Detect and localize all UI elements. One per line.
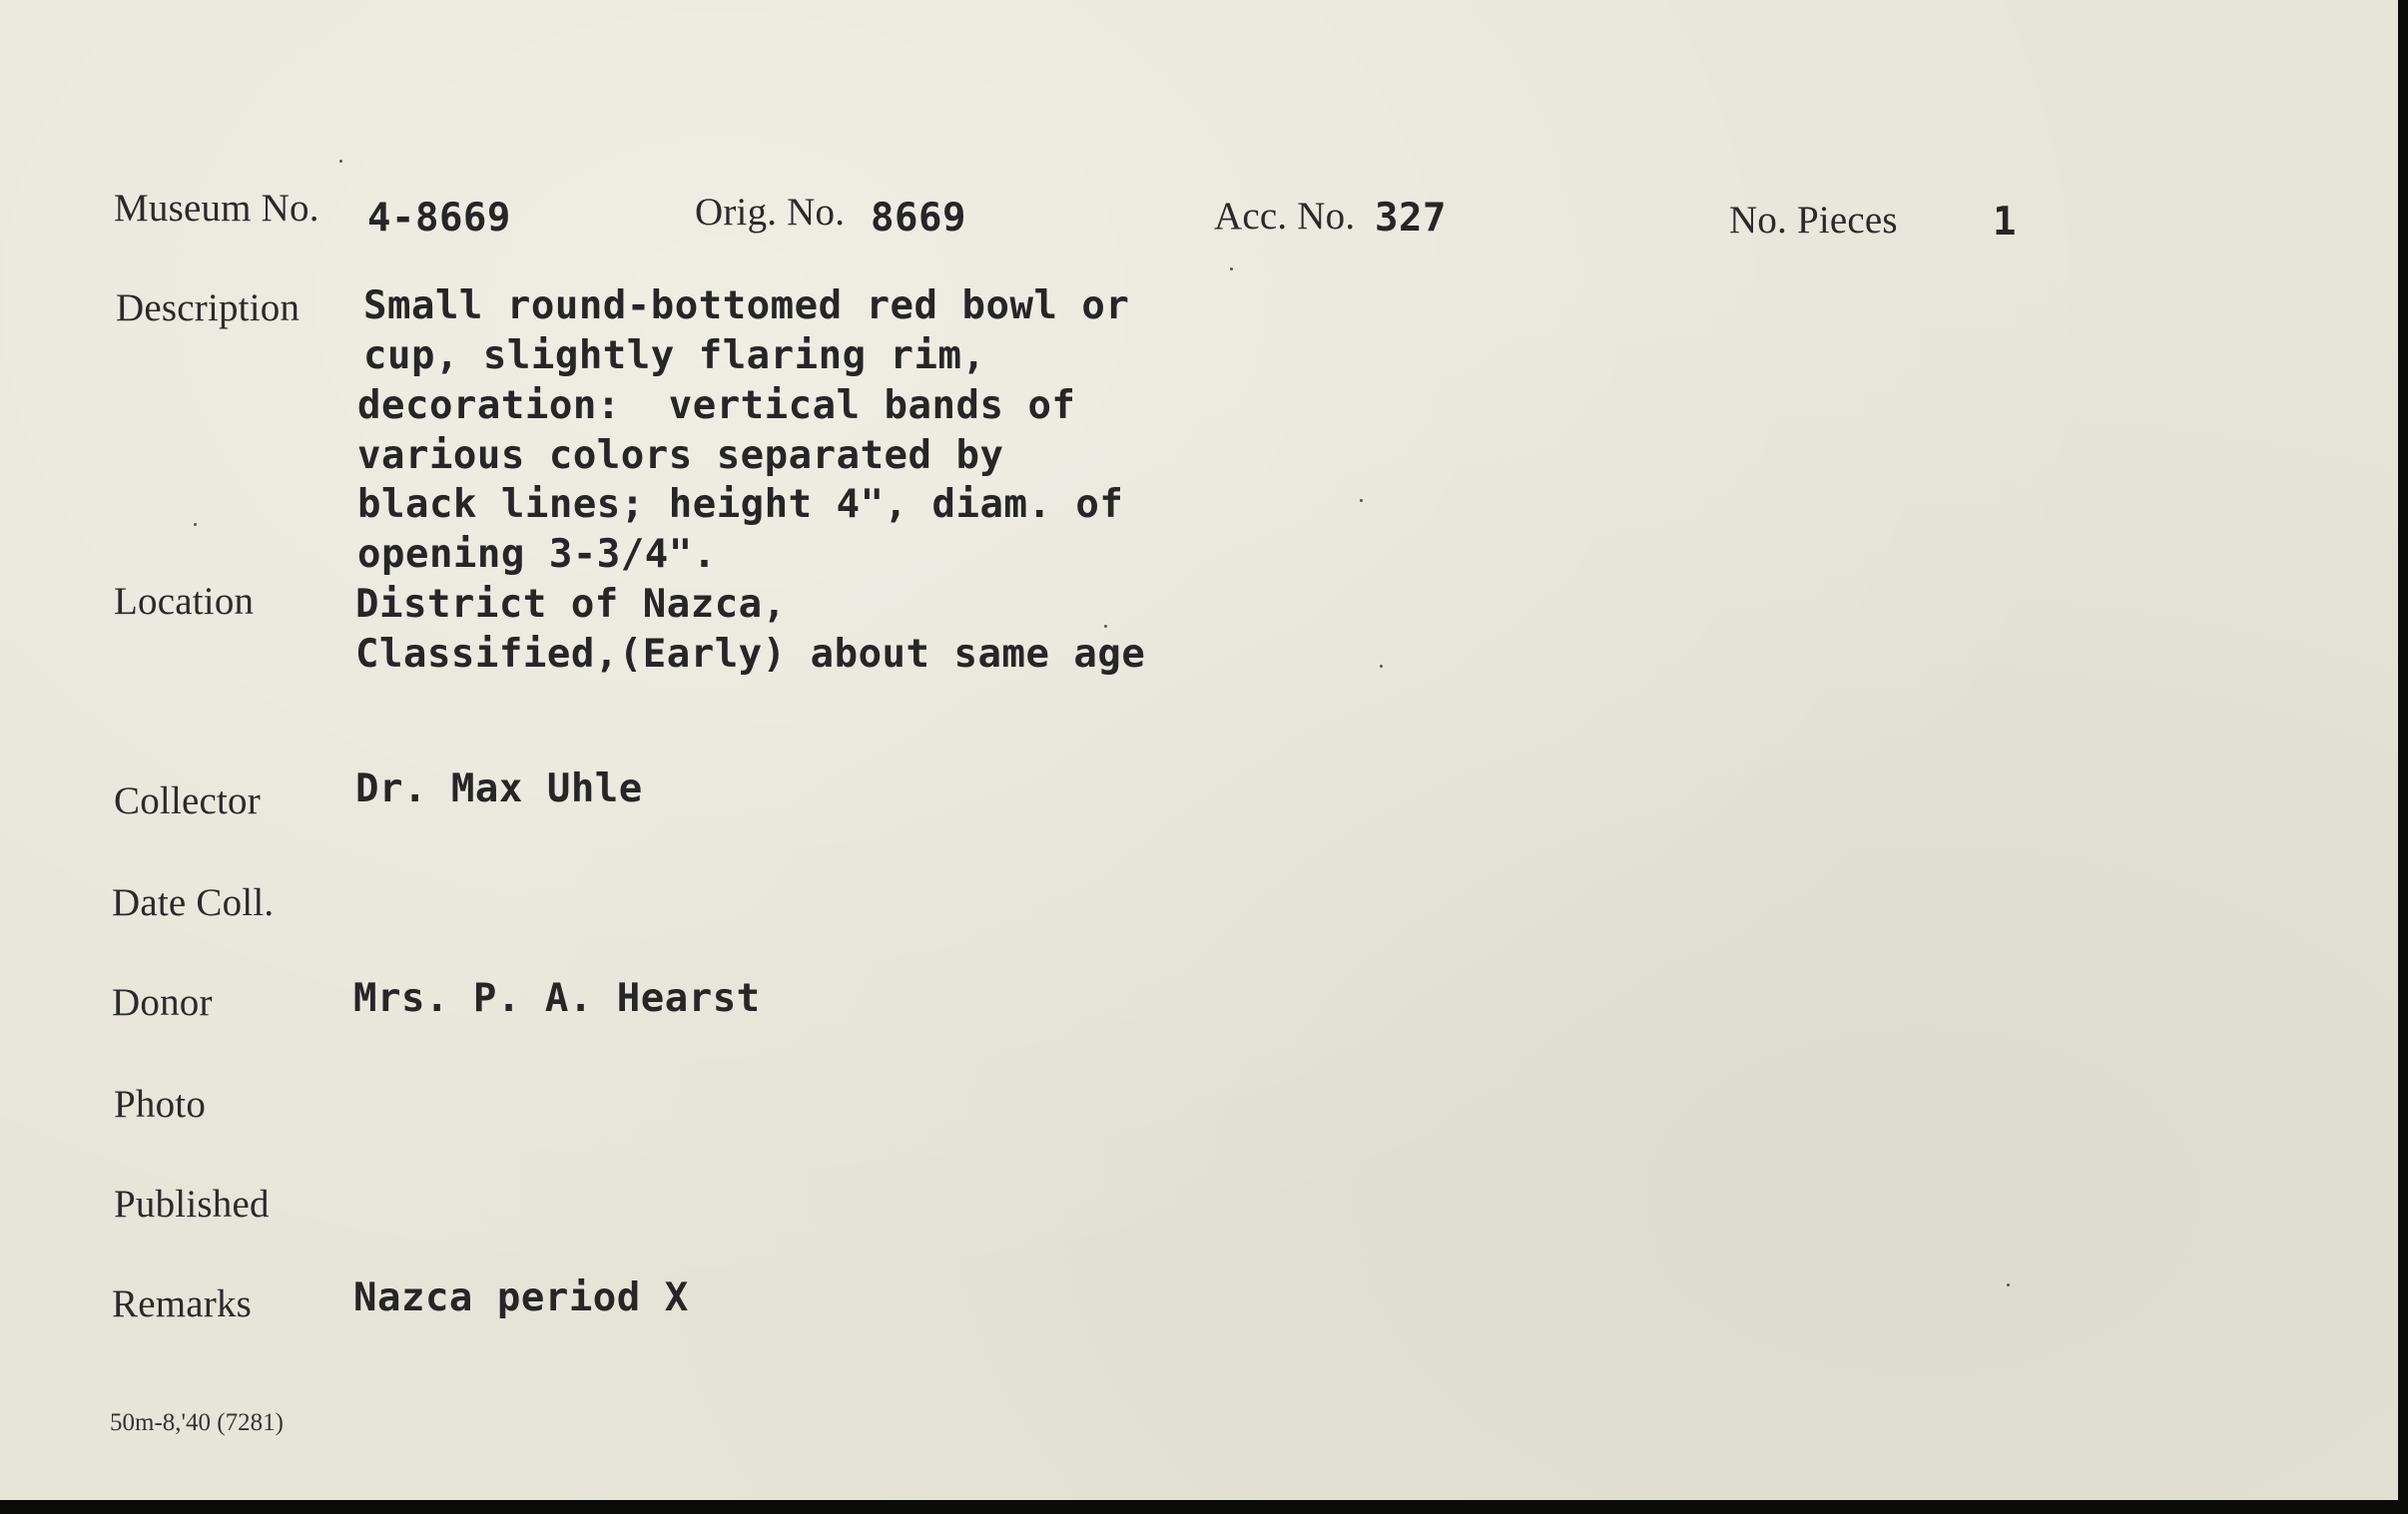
- paper-speck: [2007, 1283, 2010, 1286]
- description-line: cup, slightly flaring rim,: [363, 333, 986, 378]
- scan-border-bottom: [0, 1500, 2408, 1514]
- location-label: Location: [114, 580, 255, 623]
- donor-label: Donor: [112, 981, 213, 1024]
- description-line: black lines; height 4", diam. of: [357, 482, 1124, 527]
- description-line: opening 3-3/4".: [357, 532, 717, 577]
- published-label: Published: [114, 1183, 270, 1226]
- orig-no-label: Orig. No.: [695, 191, 846, 234]
- remarks-label: Remarks: [112, 1282, 253, 1325]
- description-line: various colors separated by: [357, 433, 1004, 478]
- location-line: Classified,(Early) about same age: [355, 632, 1146, 677]
- museum-no-value: 4-8669: [367, 196, 511, 241]
- description-line: Small round-bottomed red bowl or: [363, 283, 1130, 328]
- print-code: 50m-8,'40 (7281): [110, 1409, 284, 1436]
- paper-speck: [1230, 267, 1233, 270]
- scan-border-right: [2398, 0, 2408, 1514]
- description-label: Description: [116, 286, 301, 329]
- collector-value: Dr. Max Uhle: [355, 766, 643, 811]
- location-line: District of Nazca,: [355, 582, 787, 627]
- acc-no-label: Acc. No.: [1214, 195, 1356, 238]
- description-line: decoration: vertical bands of: [357, 383, 1076, 428]
- paper-speck: [194, 523, 197, 526]
- date-coll-label: Date Coll.: [112, 881, 275, 924]
- donor-value: Mrs. P. A. Hearst: [353, 976, 761, 1021]
- collector-label: Collector: [114, 779, 261, 822]
- paper-speck: [339, 160, 342, 163]
- paper-speck: [1104, 625, 1107, 628]
- remarks-value: Nazca period X: [353, 1275, 689, 1320]
- no-pieces-label: No. Pieces: [1729, 199, 1898, 242]
- museum-no-label: Museum No.: [114, 187, 319, 230]
- photo-label: Photo: [114, 1083, 207, 1126]
- paper-speck: [1380, 665, 1383, 668]
- acc-no-value: 327: [1375, 196, 1447, 241]
- orig-no-value: 8669: [871, 196, 966, 241]
- no-pieces-value: 1: [1993, 200, 2017, 245]
- paper-speck: [1360, 499, 1363, 502]
